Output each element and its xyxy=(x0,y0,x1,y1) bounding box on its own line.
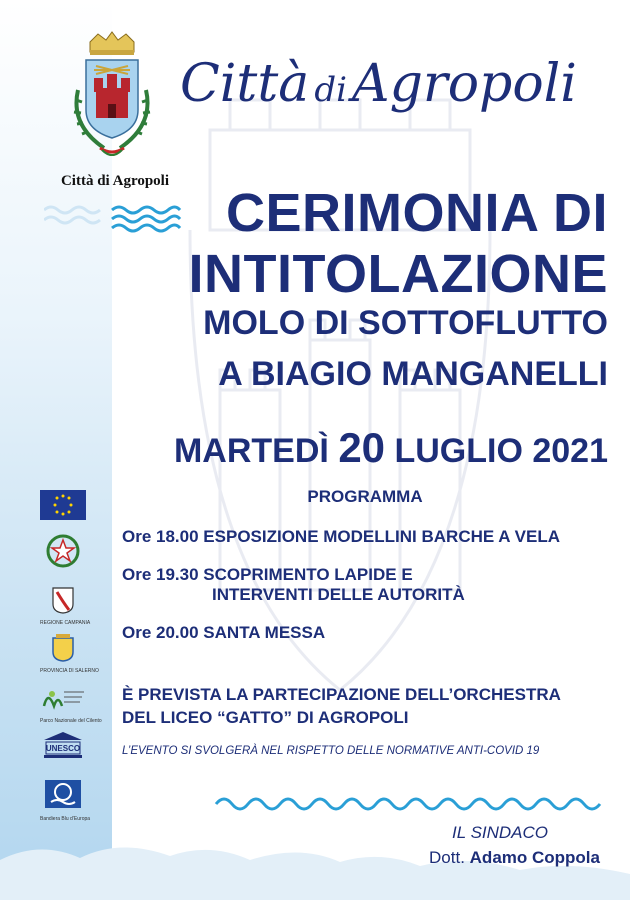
bandiera-blu-icon xyxy=(40,778,91,822)
orchestra-note-line-1: È PREVISTA LA PARTECIPAZIONE DELL’ORCHESTRA xyxy=(122,685,561,704)
brand-word-di: di xyxy=(314,70,347,110)
italian-republic-emblem-icon xyxy=(40,534,86,573)
event-date xyxy=(174,424,608,472)
date-day: 20 xyxy=(338,424,386,471)
program-heading: PROGRAMMA xyxy=(307,487,423,506)
svg-text:UNESCO: UNESCO xyxy=(45,744,81,753)
signer-name: Adamo Coppola xyxy=(469,848,600,867)
program-item xyxy=(122,565,465,605)
regione-campania-icon xyxy=(40,586,91,626)
date-weekday: MARTEDÌ xyxy=(173,432,329,470)
program-text: SANTA MESSA xyxy=(203,623,326,642)
logo-caption: PROVINCIA DI SALERNO xyxy=(40,668,99,674)
covid-notice: L’EVENTO SI SVOLGERÀ NEL RISPETTO DELLE NORMATIVE ANTI-COVID 19 xyxy=(122,745,540,757)
program-item xyxy=(122,527,560,547)
program-text-continued: INTERVENTI DELLE AUTORITÀ xyxy=(212,585,465,604)
headline-line-3: MOLO DI SOTTOFLUTTO xyxy=(203,304,608,342)
logo-caption: REGIONE CAMPANIA xyxy=(40,620,91,626)
headline-line-2: INTITOLAZIONE xyxy=(188,244,608,304)
program-time: Ore 20.00 xyxy=(122,623,199,642)
program-time: Ore 18.00 xyxy=(122,527,199,546)
provincia-salerno-icon xyxy=(40,632,99,674)
title-waves-icon xyxy=(110,202,182,236)
left-waves-icon xyxy=(44,202,104,230)
signature-waves-icon xyxy=(214,792,610,814)
program-text: SCOPRIMENTO LAPIDE E xyxy=(203,565,413,584)
signer-role: IL SINDACO xyxy=(451,823,549,842)
eu-flag-icon xyxy=(40,490,86,525)
headline-line-1: CERIMONIA DI xyxy=(226,183,608,243)
logo-caption: Parco Nazionale del Cilento xyxy=(40,718,102,724)
brand-word-citta: Città xyxy=(180,54,310,114)
program-item xyxy=(122,623,325,643)
brand-word-agropoli: Agropoli xyxy=(352,54,577,114)
parco-cilento-icon xyxy=(40,686,102,724)
headline-line-4: A BIAGIO MANGANELLI xyxy=(218,355,608,393)
signer-name-line xyxy=(429,848,600,868)
logo-caption: Bandiera Blu d’Europa xyxy=(40,816,91,822)
unesco-icon xyxy=(40,730,86,765)
signer-title: Dott. xyxy=(429,848,465,867)
crest-caption: Città di Agropoli xyxy=(60,173,170,189)
program-time: Ore 19.30 xyxy=(122,565,199,584)
date-month-year: LUGLIO 2021 xyxy=(394,432,608,470)
orchestra-note-line-2: DEL LICEO “GATTO” DI AGROPOLI xyxy=(122,708,409,727)
program-text: ESPOSIZIONE MODELLINI BARCHE A VELA xyxy=(203,527,561,546)
orchestra-note xyxy=(122,683,561,729)
agropoli-crest-icon xyxy=(64,30,160,164)
city-brand-title xyxy=(180,54,620,114)
